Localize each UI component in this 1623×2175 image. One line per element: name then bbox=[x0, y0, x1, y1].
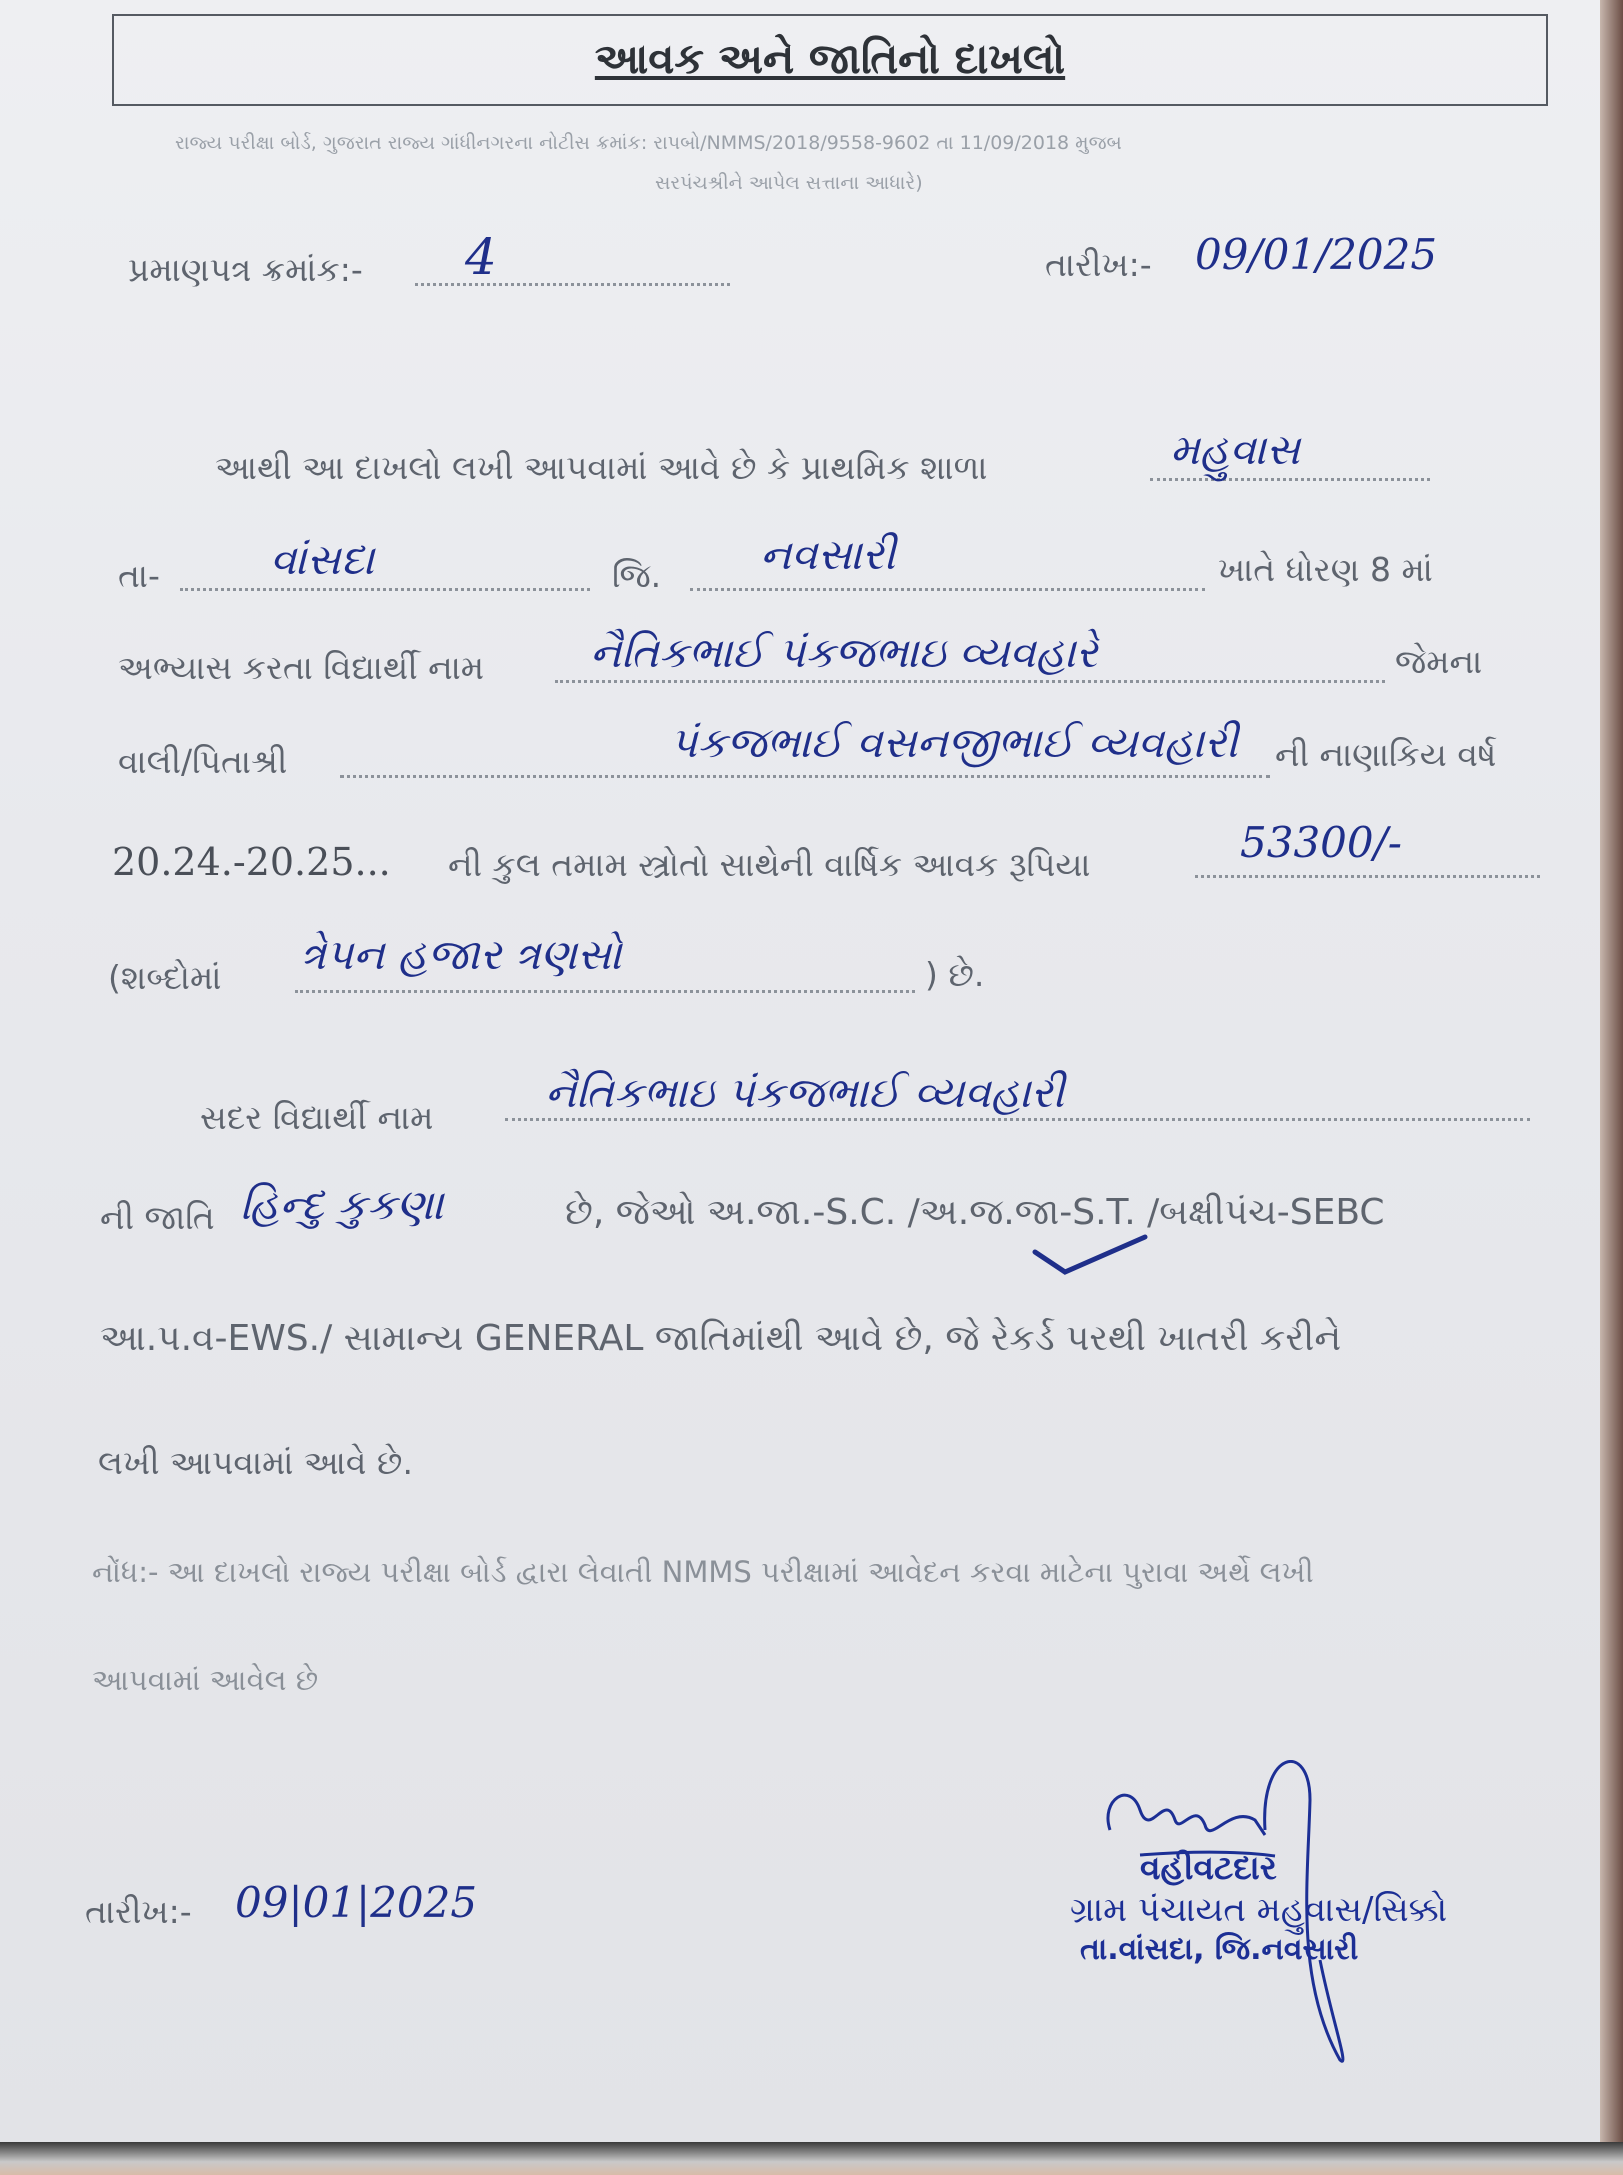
income-line bbox=[1195, 875, 1540, 878]
title-box bbox=[112, 14, 1548, 106]
reference-line-1: રાજ્ય પરીક્ષા બોર્ડ, ગુજરાત રાજ્ય ગાંધીનગરના નોટીસ ક્રમાંક: રાપબો/NMMS/2018/9558-9602 તા 11/09/2018 મુજબ bbox=[175, 132, 1122, 154]
para2-label: સદર વિદ્યાર્થી નામ bbox=[200, 1098, 434, 1137]
document-title: આવક અને જાતિનો દાખલો bbox=[594, 34, 1066, 83]
taluka-value: વાંસદા bbox=[270, 535, 375, 584]
stamp-line-3: તા.વાંસદા, જિ.નવસારી bbox=[1080, 1932, 1359, 1967]
certificate-no-line bbox=[415, 283, 730, 286]
school-line bbox=[1150, 478, 1430, 481]
para2-student-line bbox=[505, 1118, 1530, 1121]
footer-date-label: તારીખ:- bbox=[85, 1892, 192, 1931]
certificate-no-value: 4 bbox=[465, 228, 497, 286]
para2-student: નૈતિકભાઇ પંકજભાઈ વ્યવહારી bbox=[545, 1068, 1065, 1117]
note-line-1: નોંધ:- આ દાખલો રાજ્ય પરીક્ષા બોર્ડ દ્વારા લેવાતી NMMS પરીક્ષામાં આવેદન કરવા માટેના પુરાવા અર્થે લખી bbox=[92, 1555, 1314, 1589]
signature-stamp-block bbox=[1070, 1760, 1490, 2080]
district-label: જિ. bbox=[612, 556, 662, 595]
school-value: મહુવાસ bbox=[1170, 425, 1300, 474]
income-label: ની કુલ તમામ સ્ત્રોતો સાથેની વાર્ષિક આવક રૂપિયા bbox=[448, 845, 1091, 884]
stamp-line-1: વહીવટદાર bbox=[1140, 1848, 1277, 1887]
para1-intro: આથી આ દાખલો લખી આપવામાં આવે છે કે પ્રાથમિક શાળા bbox=[215, 448, 988, 487]
guardian-value: પંકજભાઈ વસનજીભાઈ વ્યવહારી bbox=[670, 718, 1238, 767]
words-label: (શબ્દોમાં bbox=[108, 958, 222, 997]
taluka-label: તા- bbox=[118, 556, 160, 595]
date-value: 09/01/2025 bbox=[1195, 230, 1438, 279]
year-value: 20.24.-20.25... bbox=[112, 840, 391, 884]
photo-bottom-strip bbox=[0, 2142, 1623, 2175]
standard-text: ખાતે ધોરણ 8 માં bbox=[1218, 550, 1433, 589]
words-value: ત્રેપન હજાર ત્રણસો bbox=[300, 930, 622, 979]
student-line bbox=[555, 680, 1385, 683]
caste-options-1: છે, જેઓ અ.જા.-S.C. /અ.જ.જા-S.T. /બક્ષીપંચ-SEBC bbox=[565, 1192, 1385, 1233]
caste-closing: લખી આપવામાં આવે છે. bbox=[98, 1443, 413, 1482]
note-line-2: આપવામાં આવેલ છે bbox=[92, 1663, 319, 1697]
guardian-label: વાલી/પિતાશ્રી bbox=[118, 742, 288, 781]
footer-date-value: 09|01|2025 bbox=[235, 1878, 478, 1927]
district-line bbox=[690, 588, 1205, 591]
words-line bbox=[295, 990, 915, 993]
income-value: 53300/- bbox=[1240, 818, 1402, 867]
checkmark-icon bbox=[1030, 1232, 1150, 1277]
guardian-line bbox=[340, 775, 1270, 778]
student-label: અભ્યાસ કરતા વિદ્યાર્થી નામ bbox=[118, 648, 485, 687]
taluka-line bbox=[180, 588, 590, 591]
reference-line-2: સરપંચશ્રીને આપેલ સત્તાના આધારે) bbox=[655, 172, 923, 194]
certificate-no-label: પ્રમાણપત્ર ક્રમાંક:- bbox=[128, 250, 363, 289]
caste-value: હિન્દુ કુકણા bbox=[240, 1180, 444, 1229]
jemna-label: જેમના bbox=[1395, 642, 1483, 681]
student-value: નૈતિકભાઈ પંકજભાઇ વ્યવહારે bbox=[590, 628, 1098, 677]
stamp-line-2: ગ્રામ પંચાયત મહુવાસ/સિક્કો bbox=[1070, 1890, 1448, 1930]
district-value: નવસારી bbox=[760, 530, 896, 579]
caste-label: ની જાતિ bbox=[100, 1198, 215, 1237]
caste-options-2: આ.પ.વ-EWS./ સામાન્ય GENERAL જાતિમાંથી આવે છે, જે રેકર્ડ પરથી ખાતરી કરીને bbox=[100, 1318, 1342, 1359]
date-label: તારીખ:- bbox=[1045, 245, 1152, 284]
photo-background-edge bbox=[1600, 0, 1623, 2142]
words-suffix: ) છે. bbox=[925, 955, 985, 994]
fiscal-suffix: ની નાણાકિય વર્ષ bbox=[1275, 735, 1497, 774]
